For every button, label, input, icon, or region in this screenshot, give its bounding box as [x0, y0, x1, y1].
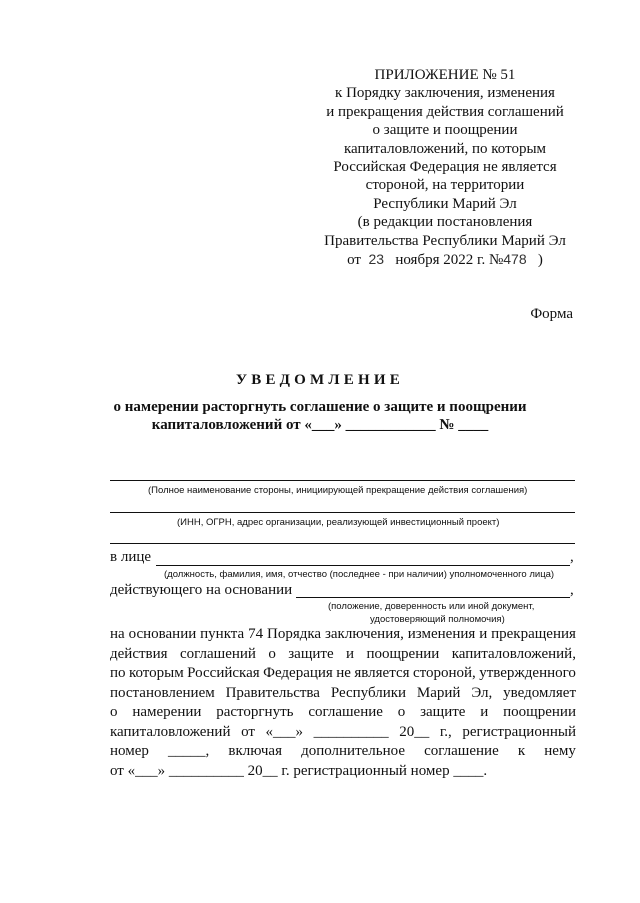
body-word: пункта — [200, 626, 245, 642]
annex-line: и прекращения действия соглашений — [326, 103, 564, 120]
body-word: Федерация — [263, 665, 333, 681]
notification-body — [110, 625, 576, 781]
body-line — [110, 664, 576, 684]
body-word: дополнительное — [301, 743, 405, 759]
body-word: утвержденного — [479, 665, 576, 681]
basis-field-line[interactable] — [296, 597, 570, 598]
document-subtitle — [80, 398, 560, 434]
body-word: г., — [439, 723, 452, 740]
body-word: является — [354, 665, 410, 681]
body-word: 20__ — [399, 723, 430, 740]
annex-line: к Порядку заключения, изменения — [335, 85, 555, 102]
annex-date-rest: ноября 2022 г. № — [395, 252, 504, 269]
basis-caption: (положение, доверенность или иной документ, — [328, 601, 535, 612]
body-word: Российская — [187, 665, 260, 681]
annex-line: Республики Марий Эл — [373, 195, 517, 212]
body-word: от — [241, 723, 255, 740]
body-word: Эл, — [471, 684, 493, 701]
body-word: действия — [110, 645, 168, 662]
body-word: и — [479, 626, 488, 642]
annex-date-day: 23 — [368, 251, 385, 268]
body-word: уведомляет — [503, 684, 576, 701]
full-name-field-line[interactable] — [110, 480, 575, 481]
body-word: включая — [228, 743, 282, 759]
annex-date-line — [300, 250, 590, 269]
body-word: на — [110, 626, 125, 642]
annex-line: ПРИЛОЖЕНИЕ № 51 — [374, 67, 516, 83]
annex-date-close: ) — [537, 252, 543, 269]
body-word: «___» — [265, 723, 304, 740]
body-word: основании — [128, 626, 197, 642]
body-word: соглашений — [179, 645, 256, 662]
person-field-line[interactable] — [156, 565, 570, 566]
body-word: поощрении — [503, 704, 576, 720]
annex-line: Российская Федерация не является — [333, 159, 557, 176]
body-word: к — [517, 743, 526, 759]
annex-line: капиталовложений, по которым — [343, 140, 547, 157]
annex-date-prefix: от — [347, 252, 361, 269]
body-word: заключения, — [324, 626, 404, 642]
body-word: стороной, — [412, 665, 476, 681]
body-word: соглашение — [308, 704, 383, 720]
body-word: 74 — [248, 626, 264, 642]
body-word: по — [110, 665, 126, 681]
inn-caption: (ИНН, ОГРН, адрес организации, реализующей инвестиционный проект) — [177, 517, 500, 528]
body-word: нему — [544, 743, 576, 759]
body-word: капиталовложений, — [451, 645, 576, 662]
annex-line: (в редакции постановления — [357, 214, 533, 231]
document-title: УВЕДОМЛЕНИЕ — [236, 372, 404, 388]
blank-field-line[interactable] — [110, 543, 575, 544]
annex-line: стороной, на территории — [365, 177, 525, 194]
annex-line: Правительства Республики Марий Эл — [324, 232, 566, 249]
body-word: и — [480, 704, 489, 720]
body-word: Марий — [416, 684, 461, 701]
body-word: Порядка — [266, 626, 322, 642]
person-caption: (должность, фамилия, имя, отчество (последнее - при наличии) уполномоченного лица) — [164, 569, 555, 580]
body-word: соглашение — [424, 743, 499, 759]
body-word: номер — [110, 743, 149, 759]
body-line — [110, 625, 576, 645]
body-word: прекращения — [491, 626, 576, 642]
body-word: _____, — [168, 743, 210, 759]
comma: , — [570, 549, 574, 565]
body-word: намерении — [132, 704, 202, 720]
annex-header — [300, 66, 590, 269]
full-name-caption: (Полное наименование стороны, инициирующей прекращение действия соглашения) — [148, 485, 528, 496]
body-line — [110, 723, 576, 743]
subtitle-line: о намерении расторгнуть соглашение о защите и поощрении — [113, 399, 527, 415]
body-word: о — [397, 704, 406, 720]
in-person-label: в лице — [110, 549, 152, 565]
inn-field-line[interactable] — [110, 512, 575, 513]
body-line — [110, 645, 576, 665]
form-label: Форма — [530, 306, 573, 322]
body-word: __________ — [313, 723, 389, 740]
comma: , — [570, 582, 574, 598]
body-word: и — [346, 645, 355, 662]
annex-line: о защите и поощрении — [372, 122, 518, 139]
body-line: от «___» __________ 20__ г. регистрационный номер ____. — [110, 762, 488, 779]
body-word: о — [268, 645, 276, 662]
body-word: Республики — [330, 684, 407, 701]
body-line — [110, 684, 576, 704]
body-word: изменения — [407, 626, 476, 642]
body-word: регистрационный — [462, 723, 576, 740]
body-word: постановлением — [110, 684, 215, 701]
body-word: расторгнуть — [216, 704, 294, 720]
body-word: защите — [420, 704, 466, 720]
annex-date-number: 478 — [503, 251, 527, 268]
body-word: защите — [288, 645, 334, 662]
body-line — [110, 742, 576, 762]
body-word: не — [336, 665, 351, 681]
acting-label: действующего на основании — [110, 582, 293, 598]
body-word: о — [110, 704, 118, 720]
body-word: Правительства — [225, 684, 320, 701]
body-word: поощрении — [366, 645, 440, 662]
body-line — [110, 703, 576, 723]
subtitle-line: капиталовложений от «___» ____________ № ____ — [151, 417, 489, 433]
body-word: капиталовложений — [110, 723, 231, 740]
basis-caption: удостоверяющий полномочия) — [370, 614, 505, 625]
body-word: которым — [128, 665, 184, 681]
